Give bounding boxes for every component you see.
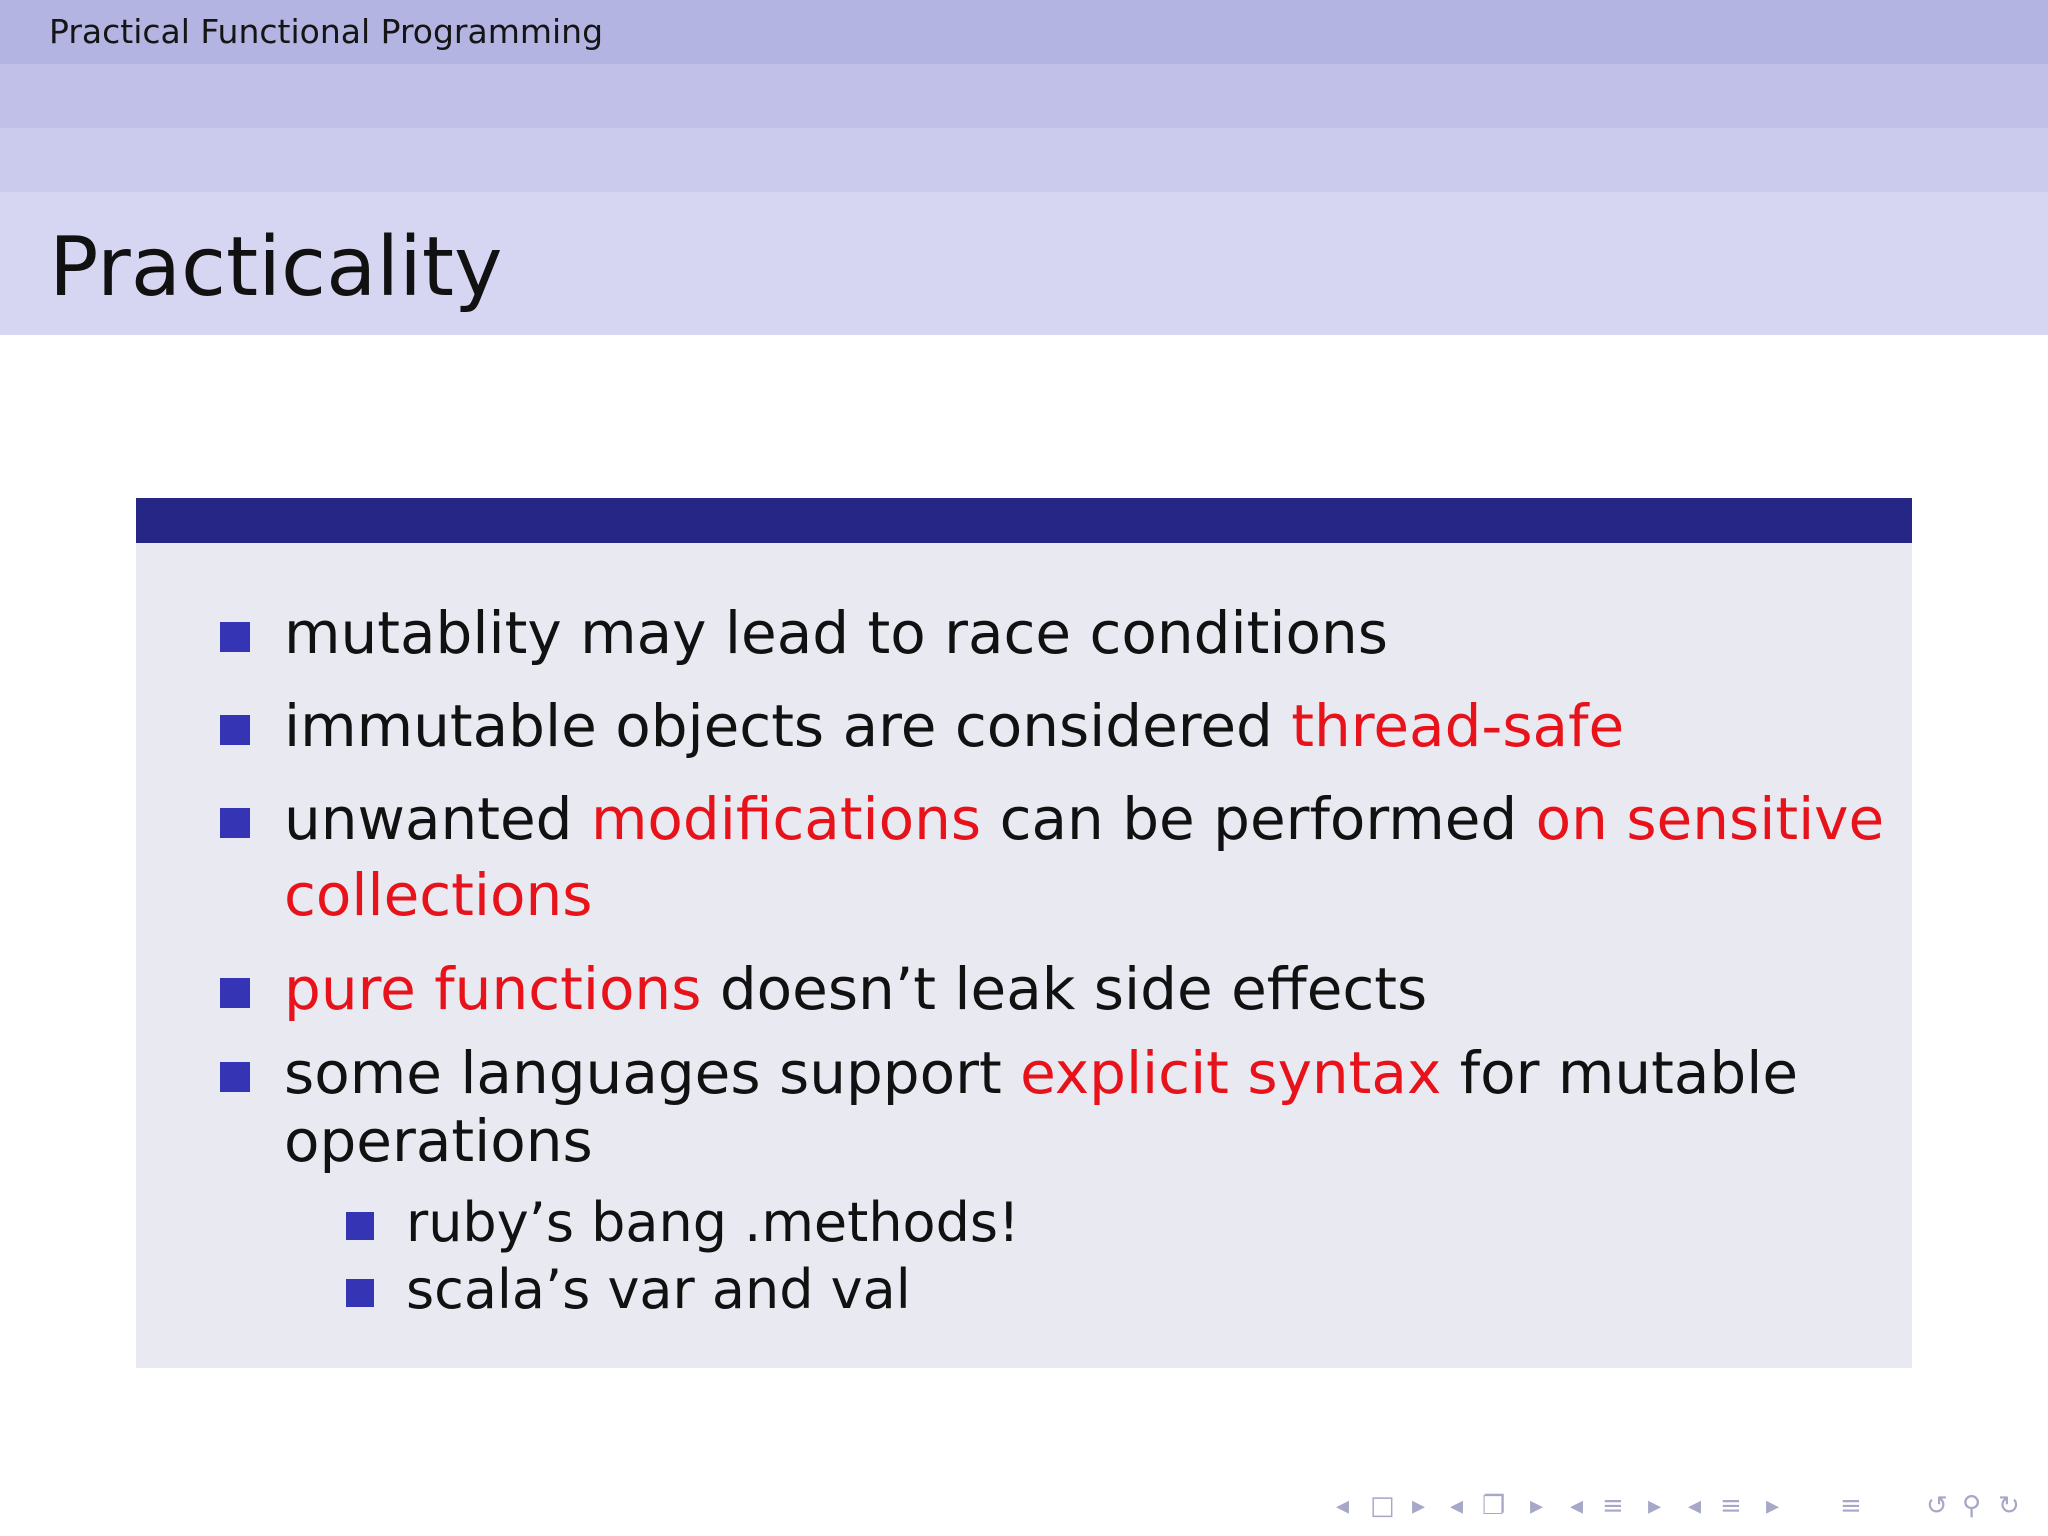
- list-item: [284, 1039, 1799, 1107]
- arrow-right-icon[interactable]: ▸: [1530, 1491, 1544, 1521]
- bullet-icon: [220, 622, 250, 652]
- item-highlight: collections: [284, 861, 593, 929]
- list-item: [284, 599, 1388, 667]
- frame-title-bar: [0, 192, 2048, 335]
- item-text: some languages support: [284, 1039, 1021, 1107]
- item-text: doesn’t leak side effects: [701, 955, 1428, 1023]
- item-text: immutable objects are considered: [284, 692, 1292, 760]
- document-icon[interactable]: ≡: [1720, 1491, 1742, 1521]
- sub-list-item: [406, 1258, 911, 1321]
- list-item-continuation: [284, 861, 593, 929]
- arrow-left-icon[interactable]: ◂: [1570, 1491, 1584, 1521]
- item-highlight: modifications: [590, 785, 982, 853]
- arrow-left-icon[interactable]: ◂: [1336, 1491, 1350, 1521]
- bullet-icon: [220, 1062, 250, 1092]
- header-section-bar: [0, 0, 2048, 64]
- bullet-icon: [220, 715, 250, 745]
- arrow-right-icon[interactable]: ▸: [1766, 1491, 1780, 1521]
- list-item: [284, 785, 1885, 853]
- item-text: unwanted: [284, 785, 591, 853]
- arrow-left-icon[interactable]: ◂: [1450, 1491, 1464, 1521]
- block-title-bar: [136, 498, 1912, 543]
- item-text: for mutable: [1441, 1039, 1799, 1107]
- section-title[interactable]: Practical Functional Programming: [49, 12, 604, 51]
- subsection-icon[interactable]: ❐: [1482, 1491, 1506, 1521]
- sub-item-text: scala’s var and val: [406, 1258, 911, 1321]
- sub-bullet-icon: [346, 1212, 374, 1240]
- list-item: [284, 955, 1428, 1023]
- frame-title: Practicality: [49, 220, 503, 315]
- list-item-continuation: [284, 1107, 593, 1175]
- bullet-icon: [220, 808, 250, 838]
- list-item: [284, 692, 1625, 760]
- navigation-bar: [1330, 1488, 2040, 1524]
- item-text: operations: [284, 1107, 593, 1175]
- arrow-right-icon[interactable]: ▸: [1412, 1491, 1426, 1521]
- item-highlight: on sensitive: [1535, 785, 1885, 853]
- item-highlight: explicit syntax: [1020, 1039, 1442, 1107]
- frame-icon[interactable]: □: [1370, 1491, 1395, 1521]
- sub-list-item: [406, 1191, 1020, 1254]
- arrow-right-icon[interactable]: ▸: [1648, 1491, 1662, 1521]
- item-text: can be performed: [981, 785, 1536, 853]
- content-block: [136, 498, 1912, 1368]
- header-subsection-bar: [0, 64, 2048, 128]
- sub-bullet-icon: [346, 1279, 374, 1307]
- sub-item-text: ruby’s bang .methods!: [406, 1191, 1020, 1254]
- redo-icon[interactable]: ↻: [1998, 1491, 2020, 1521]
- item-highlight: thread-safe: [1291, 692, 1625, 760]
- search-icon[interactable]: ⚲: [1962, 1491, 1982, 1521]
- item-text: mutablity may lead to race conditions: [284, 599, 1388, 667]
- bullet-icon: [220, 978, 250, 1008]
- section-icon[interactable]: ≡: [1602, 1491, 1624, 1521]
- undo-icon[interactable]: ↺: [1926, 1491, 1948, 1521]
- item-highlight: pure functions: [284, 955, 702, 1023]
- arrow-left-icon[interactable]: ◂: [1688, 1491, 1702, 1521]
- align-icon[interactable]: ≡: [1840, 1491, 1862, 1521]
- header-spacer-bar: [0, 128, 2048, 192]
